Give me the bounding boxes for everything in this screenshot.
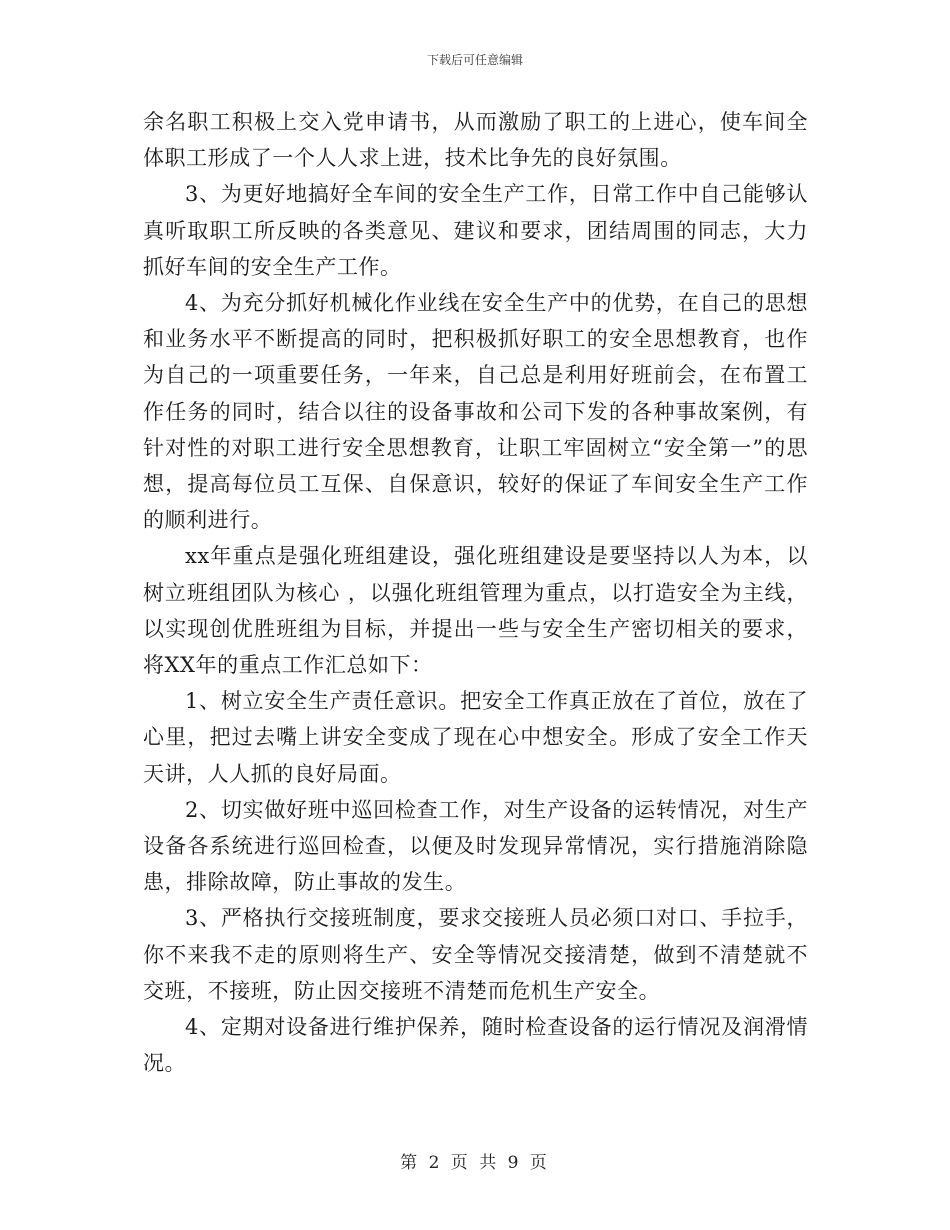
paragraph-1: 余名职工积极上交入党申请书，从而激励了职工的上进心，使车间全体职工形成了一个人人求上进，技术比争先的良好氛围。 bbox=[143, 110, 808, 171]
paragraph-2: 3、为更好地搞好全车间的安全生产工作，日常工作中自己能够认真听取职工所反映的各类意见、建议和要求，团结周围的同志，大力抓好车间的安全生产工作。 bbox=[143, 182, 808, 279]
page-number-footer: 第 2 页 共 9 页 bbox=[400, 1153, 550, 1173]
paragraph-3: 4、为充分抓好机械化作业线在安全生产中的优势，在自己的思想和业务水平不断提高的同时，把积极抓好职工的安全思想教育，也作为自己的一项重要任务，一年来，自己总是利用好班前会，在布置工作任务的同时，结合以往的设备事故和公司下发的各种事故案例，有针对性的对职工进行安全思想教育，让职工牢固树立“安全第一”的思想，提高每位员工互保、自保意识，较好的保证了车间安全生产工作的顺利进行。 bbox=[143, 291, 808, 533]
document-body bbox=[143, 104, 808, 1081]
paragraph-5: 1、树立安全生产责任意识。把安全工作真正放在了首位，放在了心里，把过去嘴上讲安全变成了现在心中想安全。形成了安全工作天天讲，人人抓的良好局面。 bbox=[143, 689, 808, 786]
paragraph-6: 2、切实做好班中巡回检查工作，对生产设备的运转情况，对生产设备各系统进行巡回检查，以便及时发现异常情况，实行措施消除隐患，排除故障，防止事故的发生。 bbox=[143, 797, 808, 895]
paragraph-8: 4、定期对设备进行维护保养，随时检查设备的运行情况及润滑情况。 bbox=[143, 1015, 808, 1076]
paragraph-4: xx年重点是强化班组建设，强化班组建设是要坚持以人为本，以树立班组团队为核心 ，以强化班组管理为重点，以打造安全为主线，以实现创优胜班组为目标，并提出一些与安全生产密切相关的要求，将XX年的重点工作汇总如下： bbox=[143, 544, 808, 678]
paragraph-7: 3、严格执行交接班制度，要求交接班人员必须口对口、手拉手，你不来我不走的原则将生产、安全等情况交接清楚，做到不清楚就不交班，不接班，防止因交接班不清楚而危机生产安全。 bbox=[143, 906, 808, 1003]
page-header: 下载后可任意编辑 bbox=[426, 53, 523, 67]
